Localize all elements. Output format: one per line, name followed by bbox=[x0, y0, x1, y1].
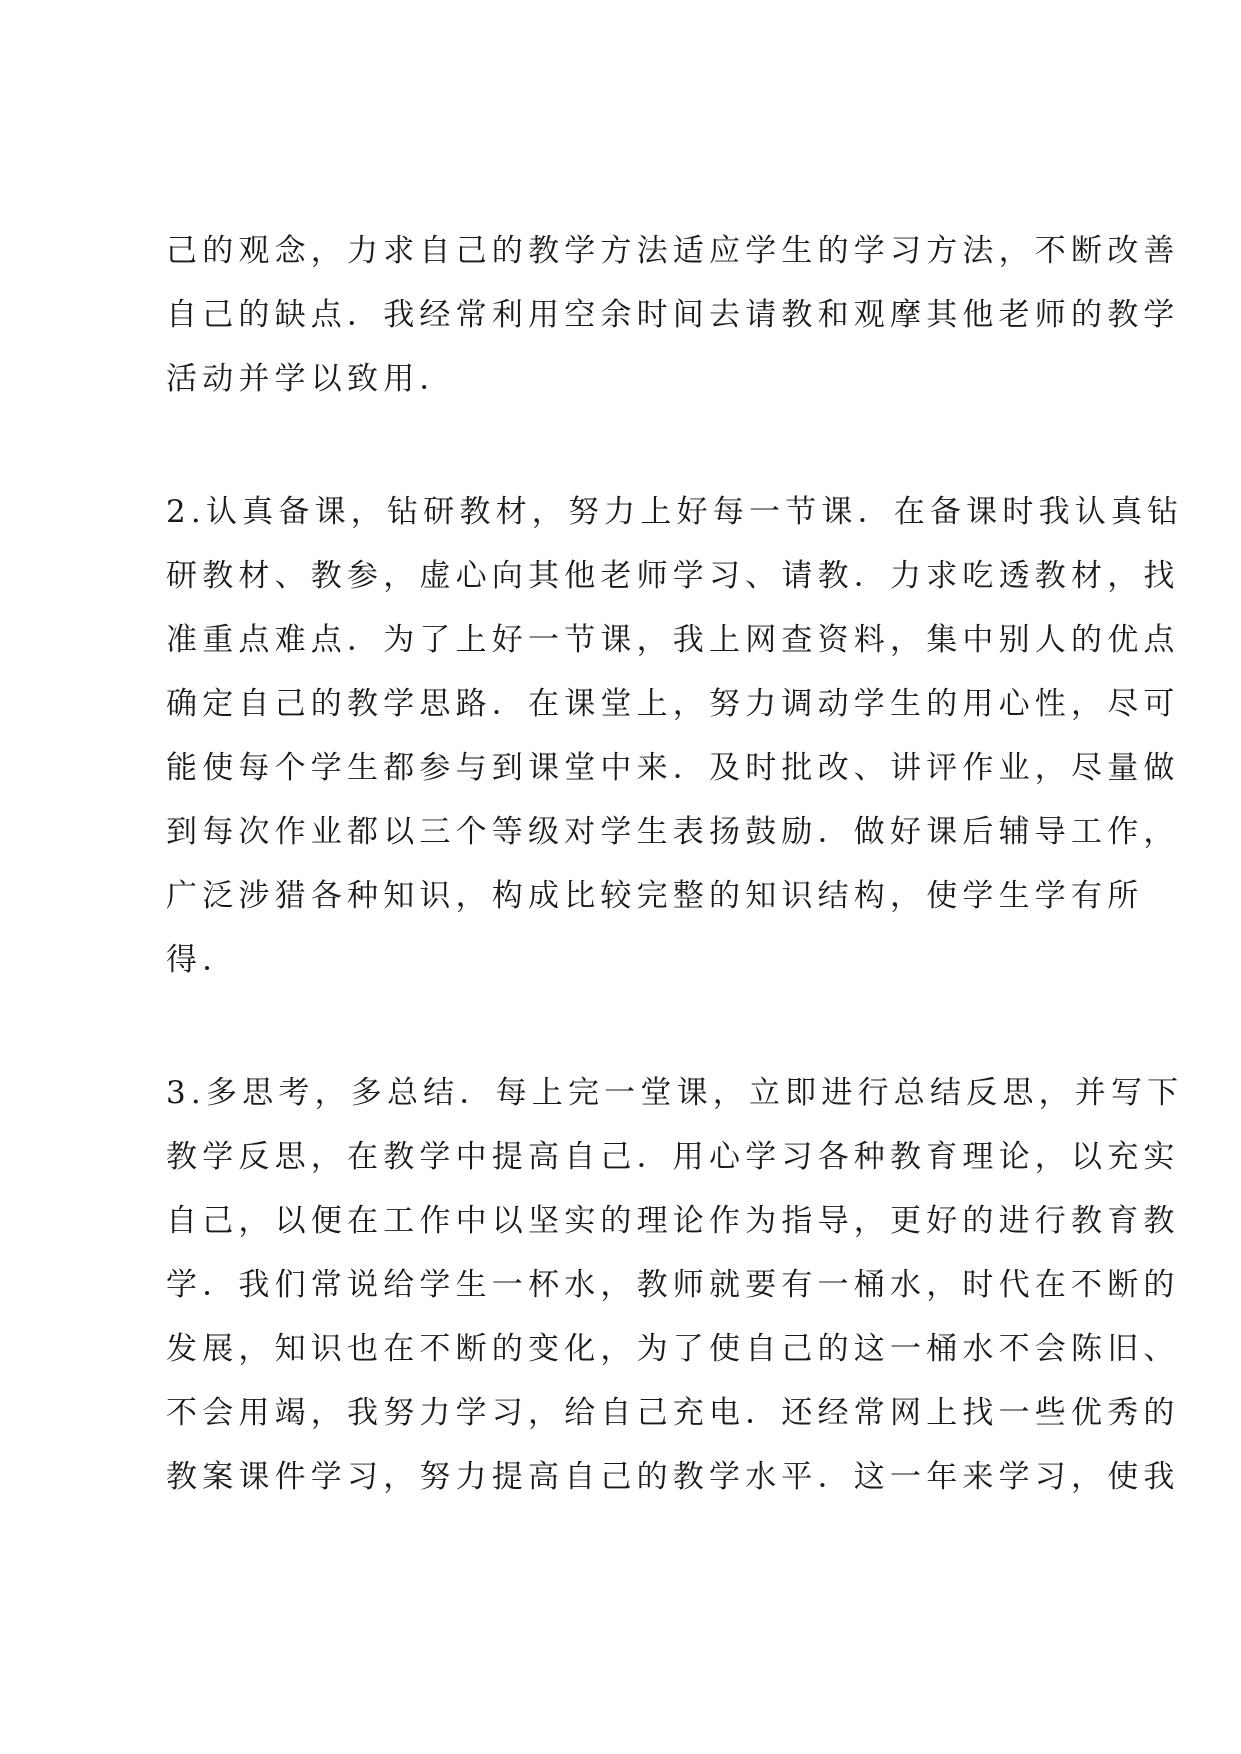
paragraph-3-line-7: 教案课件学习，努力提高自己的教学水平．这一年来学习，使我 bbox=[166, 1459, 1180, 1495]
paragraph-2-line-8: 得． bbox=[166, 942, 239, 978]
paragraph-3-line-2: 教学反思，在教学中提高自己．用心学习各种教育理论，以充实 bbox=[166, 1139, 1180, 1175]
paragraph-1-line-3: 活动并学以致用． bbox=[166, 361, 456, 397]
paragraph-1-line-1: 己的观念，力求自己的教学方法适应学生的学习方法，不断改善 bbox=[166, 233, 1180, 269]
paragraph-2-line-1: 2.认真备课，钻研教材，努力上好每一节课．在备课时我认真钻 bbox=[166, 494, 1184, 530]
paragraph-2-line-5: 能使每个学生都参与到课堂中来．及时批改、讲评作业，尽量做 bbox=[166, 750, 1180, 786]
paragraph-2-line-3: 准重点难点．为了上好一节课，我上网查资料，集中别人的优点 bbox=[166, 622, 1180, 658]
paragraph-3-line-5: 发展，知识也在不断的变化，为了使自己的这一桶水不会陈旧、 bbox=[166, 1331, 1180, 1367]
paragraph-3-line-1: 3.多思考，多总结．每上完一堂课，立即进行总结反思，并写下 bbox=[166, 1075, 1184, 1111]
paragraph-2-line-2: 研教材、教参，虚心向其他老师学习、请教．力求吃透教材，找 bbox=[166, 558, 1180, 594]
paragraph-1-line-2: 自己的缺点．我经常利用空余时间去请教和观摩其他老师的教学 bbox=[166, 297, 1180, 333]
paragraph-2-line-6: 到每次作业都以三个等级对学生表扬鼓励．做好课后辅导工作， bbox=[166, 814, 1180, 850]
paragraph-3-line-3: 自己，以便在工作中以坚实的理论作为指导，更好的进行教育教 bbox=[166, 1203, 1180, 1239]
paragraph-2-line-4: 确定自己的教学思路．在课堂上，努力调动学生的用心性，尽可 bbox=[166, 686, 1180, 722]
paragraph-3-line-6: 不会用竭，我努力学习，给自己充电．还经常网上找一些优秀的 bbox=[166, 1395, 1180, 1431]
paragraph-3-line-4: 学．我们常说给学生一杯水，教师就要有一桶水，时代在不断的 bbox=[166, 1267, 1180, 1303]
paragraph-2-line-7: 广泛涉猎各种知识，构成比较完整的知识结构，使学生学有所 bbox=[166, 878, 1144, 914]
